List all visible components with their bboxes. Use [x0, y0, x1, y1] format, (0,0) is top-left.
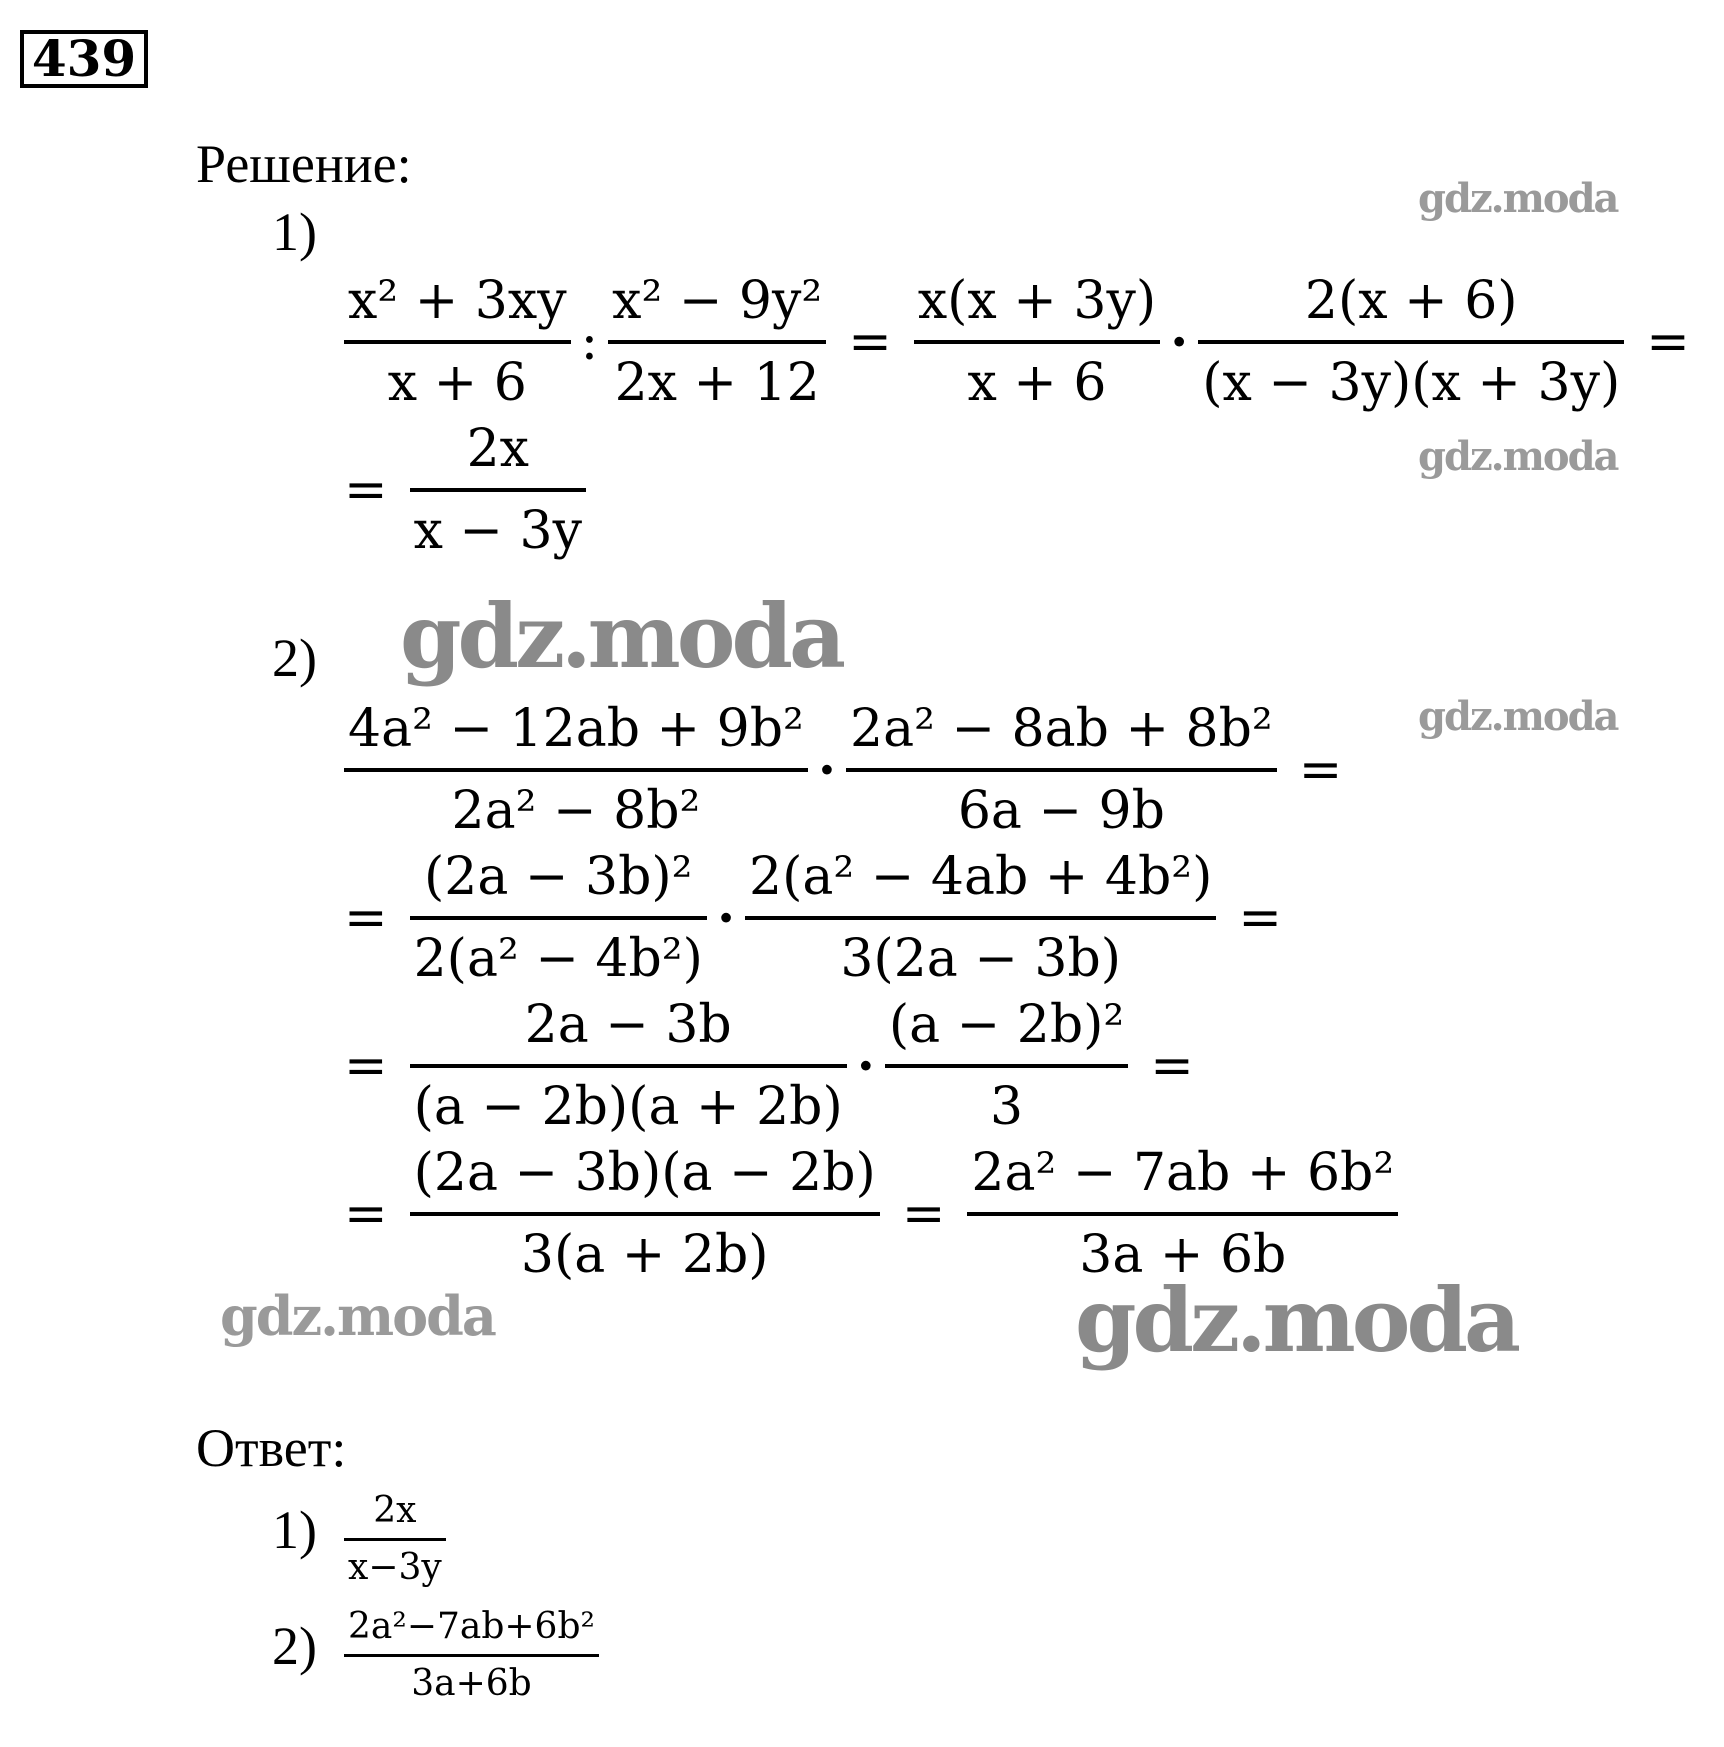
equals-sign: =	[848, 312, 892, 372]
numerator: 2x	[344, 1484, 446, 1541]
fraction	[1198, 262, 1624, 422]
multiply-dot: ·	[1170, 311, 1189, 373]
denominator: 6a − 9b	[957, 781, 1165, 841]
answer2	[344, 1600, 599, 1711]
numerator: 2a − 3b	[410, 986, 847, 1068]
denominator: 3a + 6b	[1079, 1225, 1287, 1285]
fraction	[914, 262, 1160, 422]
part1-line2	[344, 410, 586, 570]
answer2-label: 2)	[272, 1616, 317, 1676]
fraction	[967, 1134, 1398, 1294]
part1-line1	[344, 262, 1712, 422]
part2-line3	[344, 986, 1216, 1146]
numerator: 2(x + 6)	[1198, 262, 1624, 344]
numerator: 2a²−7ab+6b²	[344, 1600, 599, 1657]
watermark: gdz.moda	[1075, 1268, 1518, 1372]
numerator: (2a − 3b)²	[410, 838, 707, 920]
numerator: 2a² − 7ab + 6b²	[967, 1134, 1398, 1216]
equals-sign: =	[1150, 1036, 1194, 1096]
numerator: x(x + 3y)	[914, 262, 1160, 344]
fraction	[344, 1484, 446, 1595]
denominator: 3(a + 2b)	[520, 1225, 769, 1285]
numerator: x² + 3xy	[344, 262, 571, 344]
watermark: gdz.moda	[1418, 175, 1618, 222]
part1-label: 1)	[272, 202, 317, 262]
fraction	[608, 262, 826, 422]
watermark: gdz.moda	[400, 584, 843, 688]
answer-heading: Ответ:	[196, 1418, 347, 1478]
equals-sign: =	[901, 1184, 946, 1244]
solution-heading: Решение:	[196, 134, 412, 194]
denominator: (a − 2b)(a + 2b)	[413, 1077, 843, 1137]
watermark: gdz.moda	[220, 1284, 495, 1348]
equals-sign: =	[344, 1036, 388, 1096]
part2-line2	[344, 838, 1304, 998]
equals-sign: =	[344, 1184, 388, 1244]
fraction	[410, 1134, 880, 1294]
fraction	[344, 262, 571, 422]
fraction	[885, 986, 1128, 1146]
fraction	[344, 1600, 599, 1711]
multiply-dot: ·	[817, 739, 836, 801]
fraction	[410, 410, 586, 570]
denominator: x + 6	[387, 353, 527, 413]
watermark: gdz.moda	[1418, 433, 1618, 480]
denominator: x + 6	[967, 353, 1107, 413]
denominator: 2a² − 8b²	[451, 781, 701, 841]
part2-line4	[344, 1134, 1398, 1294]
part2-line1	[344, 690, 1364, 850]
numerator: 2a² − 8ab + 8b²	[846, 690, 1277, 772]
multiply-dot: ·	[716, 887, 736, 949]
numerator: 2x	[410, 410, 586, 492]
denominator: x−3y	[348, 1547, 442, 1588]
fraction	[344, 690, 808, 850]
denominator: 2(a² − 4b²)	[413, 929, 703, 989]
numerator: 4a² − 12ab + 9b²	[344, 690, 808, 772]
numerator: x² − 9y²	[608, 262, 826, 344]
fraction	[846, 690, 1277, 850]
watermark: gdz.moda	[1418, 693, 1618, 740]
part2-label: 2)	[272, 628, 317, 688]
equals-sign: =	[1298, 740, 1343, 800]
fraction	[410, 986, 847, 1146]
denominator: 3(2a − 3b)	[840, 929, 1122, 989]
equals-sign: =	[344, 460, 388, 520]
fraction	[410, 838, 707, 998]
division-sign: :	[580, 312, 599, 372]
equals-sign: =	[1238, 888, 1282, 948]
numerator: 2(a² − 4ab + 4b²)	[745, 838, 1216, 920]
denominator: x − 3y	[413, 501, 582, 561]
denominator: 3	[990, 1077, 1024, 1137]
answer1-label: 1)	[272, 1500, 317, 1560]
equals-sign: =	[1646, 312, 1690, 372]
fraction	[745, 838, 1216, 998]
denominator: 2x + 12	[614, 353, 820, 413]
numerator: (a − 2b)²	[885, 986, 1128, 1068]
equals-sign: =	[344, 888, 388, 948]
answer1	[344, 1484, 446, 1595]
denominator: 3a+6b	[411, 1663, 532, 1704]
numerator: (2a − 3b)(a − 2b)	[410, 1134, 880, 1216]
multiply-dot: ·	[856, 1035, 875, 1097]
problem-number: 439	[20, 30, 148, 88]
denominator: (x − 3y)(x + 3y)	[1202, 353, 1621, 413]
